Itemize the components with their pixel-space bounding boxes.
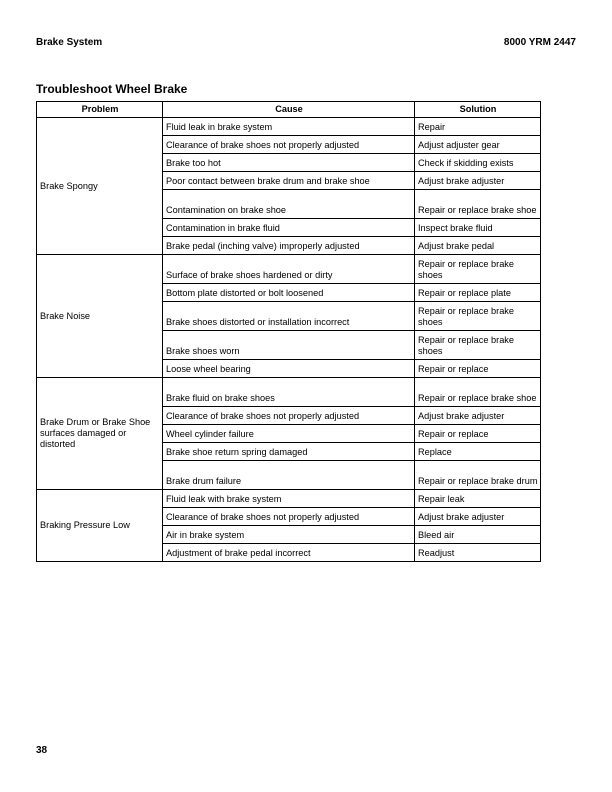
table-row xyxy=(37,118,541,136)
solution-cell: Adjust brake adjuster xyxy=(415,508,541,526)
solution-cell: Adjust brake pedal xyxy=(415,237,541,255)
cause-cell: Wheel cylinder failure xyxy=(163,425,415,443)
solution-cell: Repair or replace brake shoe xyxy=(415,378,541,407)
troubleshooting-table xyxy=(36,101,541,562)
solution-cell: Repair or replace plate xyxy=(415,284,541,302)
table-row xyxy=(37,490,541,508)
cause-cell: Contamination in brake fluid xyxy=(163,219,415,237)
cause-cell: Bottom plate distorted or bolt loosened xyxy=(163,284,415,302)
cause-cell: Contamination on brake shoe xyxy=(163,190,415,219)
cause-cell: Poor contact between brake drum and brake shoe xyxy=(163,172,415,190)
solution-cell: Adjust brake adjuster xyxy=(415,407,541,425)
solution-cell: Repair leak xyxy=(415,490,541,508)
cause-cell: Brake shoes distorted or installation incorrect xyxy=(163,302,415,331)
cause-cell: Fluid leak with brake system xyxy=(163,490,415,508)
column-header-cause: Cause xyxy=(163,102,415,118)
problem-cell: Braking Pressure Low xyxy=(37,490,163,562)
table-row xyxy=(37,378,541,407)
cause-cell: Clearance of brake shoes not properly adjusted xyxy=(163,508,415,526)
table-header-row xyxy=(37,102,541,118)
cause-cell: Fluid leak in brake system xyxy=(163,118,415,136)
cause-cell: Brake shoes worn xyxy=(163,331,415,360)
cause-cell: Clearance of brake shoes not properly adjusted xyxy=(163,407,415,425)
column-header-solution: Solution xyxy=(415,102,541,118)
cause-cell: Brake drum failure xyxy=(163,461,415,490)
solution-cell: Adjust adjuster gear xyxy=(415,136,541,154)
solution-cell: Bleed air xyxy=(415,526,541,544)
solution-cell: Repair or replace brake drum xyxy=(415,461,541,490)
solution-cell: Adjust brake adjuster xyxy=(415,172,541,190)
cause-cell: Brake pedal (inching valve) improperly adjusted xyxy=(163,237,415,255)
solution-cell: Inspect brake fluid xyxy=(415,219,541,237)
solution-cell: Replace xyxy=(415,443,541,461)
solution-cell: Repair or replace brake shoe xyxy=(415,190,541,219)
column-header-problem: Problem xyxy=(37,102,163,118)
solution-cell: Check if skidding exists xyxy=(415,154,541,172)
solution-cell: Repair or replace brake shoes xyxy=(415,302,541,331)
cause-cell: Brake fluid on brake shoes xyxy=(163,378,415,407)
section-title: Troubleshoot Wheel Brake xyxy=(36,82,188,96)
header-document-code: 8000 YRM 2447 xyxy=(503,37,576,48)
cause-cell: Clearance of brake shoes not properly adjusted xyxy=(163,136,415,154)
table-body xyxy=(37,118,541,562)
problem-cell: Brake Drum or Brake Shoe surfaces damaged or distorted xyxy=(37,378,163,490)
cause-cell: Brake too hot xyxy=(163,154,415,172)
solution-cell: Repair or replace xyxy=(415,360,541,378)
cause-cell: Surface of brake shoes hardened or dirty xyxy=(163,255,415,284)
table-row xyxy=(37,255,541,284)
cause-cell: Brake shoe return spring damaged xyxy=(163,443,415,461)
problem-cell: Brake Noise xyxy=(37,255,163,378)
solution-cell: Repair xyxy=(415,118,541,136)
cause-cell: Air in brake system xyxy=(163,526,415,544)
header-section-name: Brake System xyxy=(36,37,103,48)
solution-cell: Readjust xyxy=(415,544,541,562)
cause-cell: Adjustment of brake pedal incorrect xyxy=(163,544,415,562)
page-number: 38 xyxy=(36,745,48,756)
solution-cell: Repair or replace brake shoes xyxy=(415,331,541,360)
solution-cell: Repair or replace brake shoes xyxy=(415,255,541,284)
problem-cell: Brake Spongy xyxy=(37,118,163,255)
solution-cell: Repair or replace xyxy=(415,425,541,443)
cause-cell: Loose wheel bearing xyxy=(163,360,415,378)
